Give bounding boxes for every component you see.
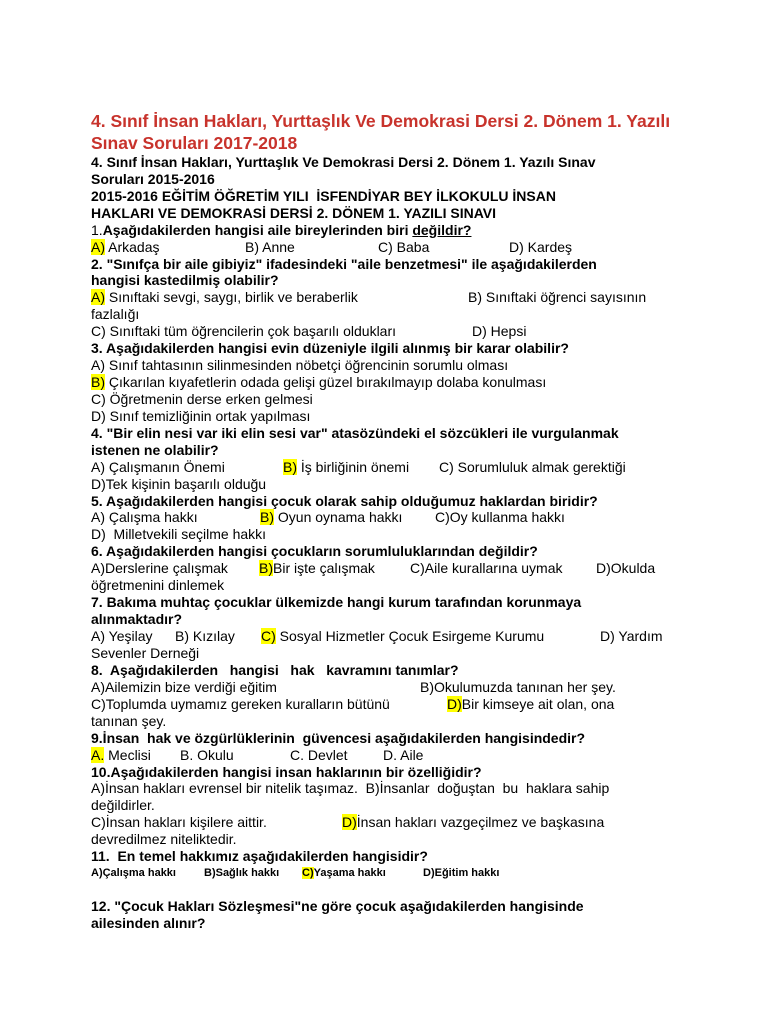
option-b: B) Sınıftaki öğrenci sayısının [468,289,647,306]
question-8: 8. Aşağıdakilerden hangisi hak kavramını tanımlar? [91,661,459,678]
question-text: hangisi kastedilmiş olabilir? [91,272,279,289]
option-text: devredilmez niteliktedir. [91,831,237,848]
option-d: D) Hepsi [472,323,527,340]
question-text: alınmaktadır? [91,611,183,628]
option-text: Sevenler Derneği [91,644,200,661]
option-d: D)Tek kişinin başarılı olduğu [91,475,267,492]
answer-highlight: A) [91,238,105,255]
option-d: D)Eğitim hakkı [423,867,500,880]
option-b: B. Okulu [180,746,234,763]
option-c: C)İnsan hakları kişilere aittir. [91,814,267,831]
question-text: istenen ne olabilir? [91,441,219,458]
answer-highlight: A. [91,746,105,763]
option-d: D) Milletvekili seçilme hakkı [91,526,267,543]
question-12: 12. "Çocuk Hakları Sözleşmesi"ne göre çocuk aşağıdakilerden hangisinde [91,898,584,915]
option-a: A)Ailemizin bize verdiği eğitim [91,678,277,695]
answer-highlight: C) [261,627,276,644]
option-a: Sınıftaki sevgi, saygı, birlik ve beraberlik [105,289,358,306]
option-d: D) Yardım [600,627,663,644]
option-b: Oyun oynama hakkı [274,509,403,526]
option-c: C. Devlet [290,746,348,763]
option-c: C) Sınıftaki tüm öğrencilerin çok başarılı oldukları [91,323,397,340]
question-11: 11. En temel hakkımız aşağıdakilerden hangisidir? [91,848,428,865]
q11-options [91,865,701,882]
option-b: B)Sağlık hakkı [204,867,280,880]
q10-options [91,814,701,831]
header-line: 4. Sınıf İnsan Hakları, Yurttaşlık Ve Demokrasi Dersi 2. Dönem 1. Yazılı Sınav [91,154,596,170]
option-text: fazlalığı [91,306,140,323]
option-d: D)Okulda [596,560,656,577]
option-d: D) Kardeş [509,238,573,255]
option-a: A) Çalışmanın Önemi [91,458,225,475]
answer-highlight: D) [447,695,462,712]
header-line: Soruları 2015-2016 [91,170,215,187]
option-d: İnsan hakları vazgeçilmez ve başkasına [356,814,605,831]
question-number: 1. [91,221,103,238]
header-line: 2015-2016 EĞİTİM ÖĞRETİM YILI İSFENDİYAR BEY İLKOKULU İNSAN [91,187,556,204]
option-a: Meclisi [104,746,151,763]
option-c: C)Oy kullanma hakkı [435,509,565,526]
exam-content [91,154,701,932]
question-1 [91,222,701,239]
question-text: ailesinden alınır? [91,915,206,931]
option-text: tanınan şey. [91,712,167,729]
option-a: A) Yeşilay [91,627,153,644]
question-9: 9.İnsan hak ve özgürlüklerinin güvencesi aşağıdakilerden hangisindedir? [91,729,586,746]
option-a: A)Çalışma hakkı [91,867,176,880]
q2-options-2 [91,323,701,340]
option-b: B) Çıkarılan kıyafetlerin odada gelişi güzel bırakılmayıp dolaba konulması [91,374,547,391]
answer-highlight: B) [259,560,273,577]
q9-options [91,747,701,764]
option-c: C) Baba [378,238,430,255]
answer-highlight: B) [91,374,105,391]
question-6: 6. Aşağıdakilerden hangisi çocukların sorumluluklarından değildir? [91,543,538,560]
question-4: 4. "Bir elin nesi var iki elin sesi var" atasözündeki el sözcükleri ile vurgulanmak [91,424,619,441]
option-c: C)Toplumda uymamız gereken kuralların bütünü [91,695,390,712]
question-10: 10.Aşağıdakilerden hangisi insan haklarının bir özelliğidir? [91,763,482,780]
question-underlined: değildir? [412,221,472,238]
option-a: A) Sınıf tahtasının silinmesinden nöbetçi öğrencinin sorumlu olması [91,357,509,374]
q6-options [91,560,701,577]
option-a: A) Çalışma hakkı [91,509,198,526]
q2-options [91,289,701,306]
option-c: C)Aile kurallarına uymak [410,560,563,577]
answer-highlight: C) [302,867,314,880]
option-d: D. Aile [383,746,424,763]
answer-highlight: B) [260,509,274,526]
q8-options [91,679,701,696]
option-b: Bir işte çalışmak [273,560,375,577]
question-7: 7. Bakıma muhtaç çocuklar ülkemizde hangi kurum tarafından korunmaya [91,594,582,611]
question-3: 3. Aşağıdakilerden hangisi evin düzeniyle ilgili alınmış bir karar olabilir? [91,340,569,357]
q4-options [91,459,701,476]
q7-options [91,628,701,645]
page-title: 4. Sınıf İnsan Hakları, Yurttaşlık Ve Demokrasi Dersi 2. Dönem 1. Yazılı Sınav Soruları 2017-2018 [91,111,671,153]
option-b: B) Anne [245,238,295,255]
option-c: C) Öğretmenin derse erken gelmesi [91,390,313,407]
option-text: değildirler. [91,797,155,814]
option-d: Bir kimseye ait olan, ona [461,695,615,712]
option-b: B)Okulumuzda tanınan her şey. [420,678,616,695]
question-text: Aşağıdakilerden hangisi aile bireylerinden biri [102,221,413,238]
answer-highlight: D) [342,814,357,831]
option-text: öğretmenini dinlemek [91,577,225,594]
option-c: C) Sorumluluk almak gerektiği [439,458,626,475]
option-a: A)Derslerine çalışmak [91,560,228,577]
question-2: 2. "Sınıfça bir aile gibiyiz" ifadesindeki "aile benzetmesi" ile aşağıdakilerden [91,255,597,272]
option-c: Sosyal Hizmetler Çocuk Esirgeme Kurumu [275,627,545,644]
option-a-b: A)İnsan hakları evrensel bir nitelik taşımaz. B)İnsanlar doğuştan bu haklara sahip [91,780,610,797]
question-5: 5. Aşağıdakilerden hangisi çocuk olarak sahip olduğumuz haklardan biridir? [91,492,598,509]
option-b: B) Kızılay [175,627,235,644]
option-d: D) Sınıf temizliğinin ortak yapılması [91,407,311,424]
q5-options [91,509,701,526]
option-b: İş birliğinin önemi [297,458,410,475]
option-a: Arkadaş [105,238,160,255]
q1-options [91,239,701,256]
answer-highlight: A) [91,289,105,306]
q8-options-2 [91,696,701,713]
option-c: Yaşama hakkı [313,867,386,880]
header-line: HAKLARI VE DEMOKRASİ DERSİ 2. DÖNEM 1. YAZILI SINAVI [91,204,497,221]
answer-highlight: B) [283,458,297,475]
